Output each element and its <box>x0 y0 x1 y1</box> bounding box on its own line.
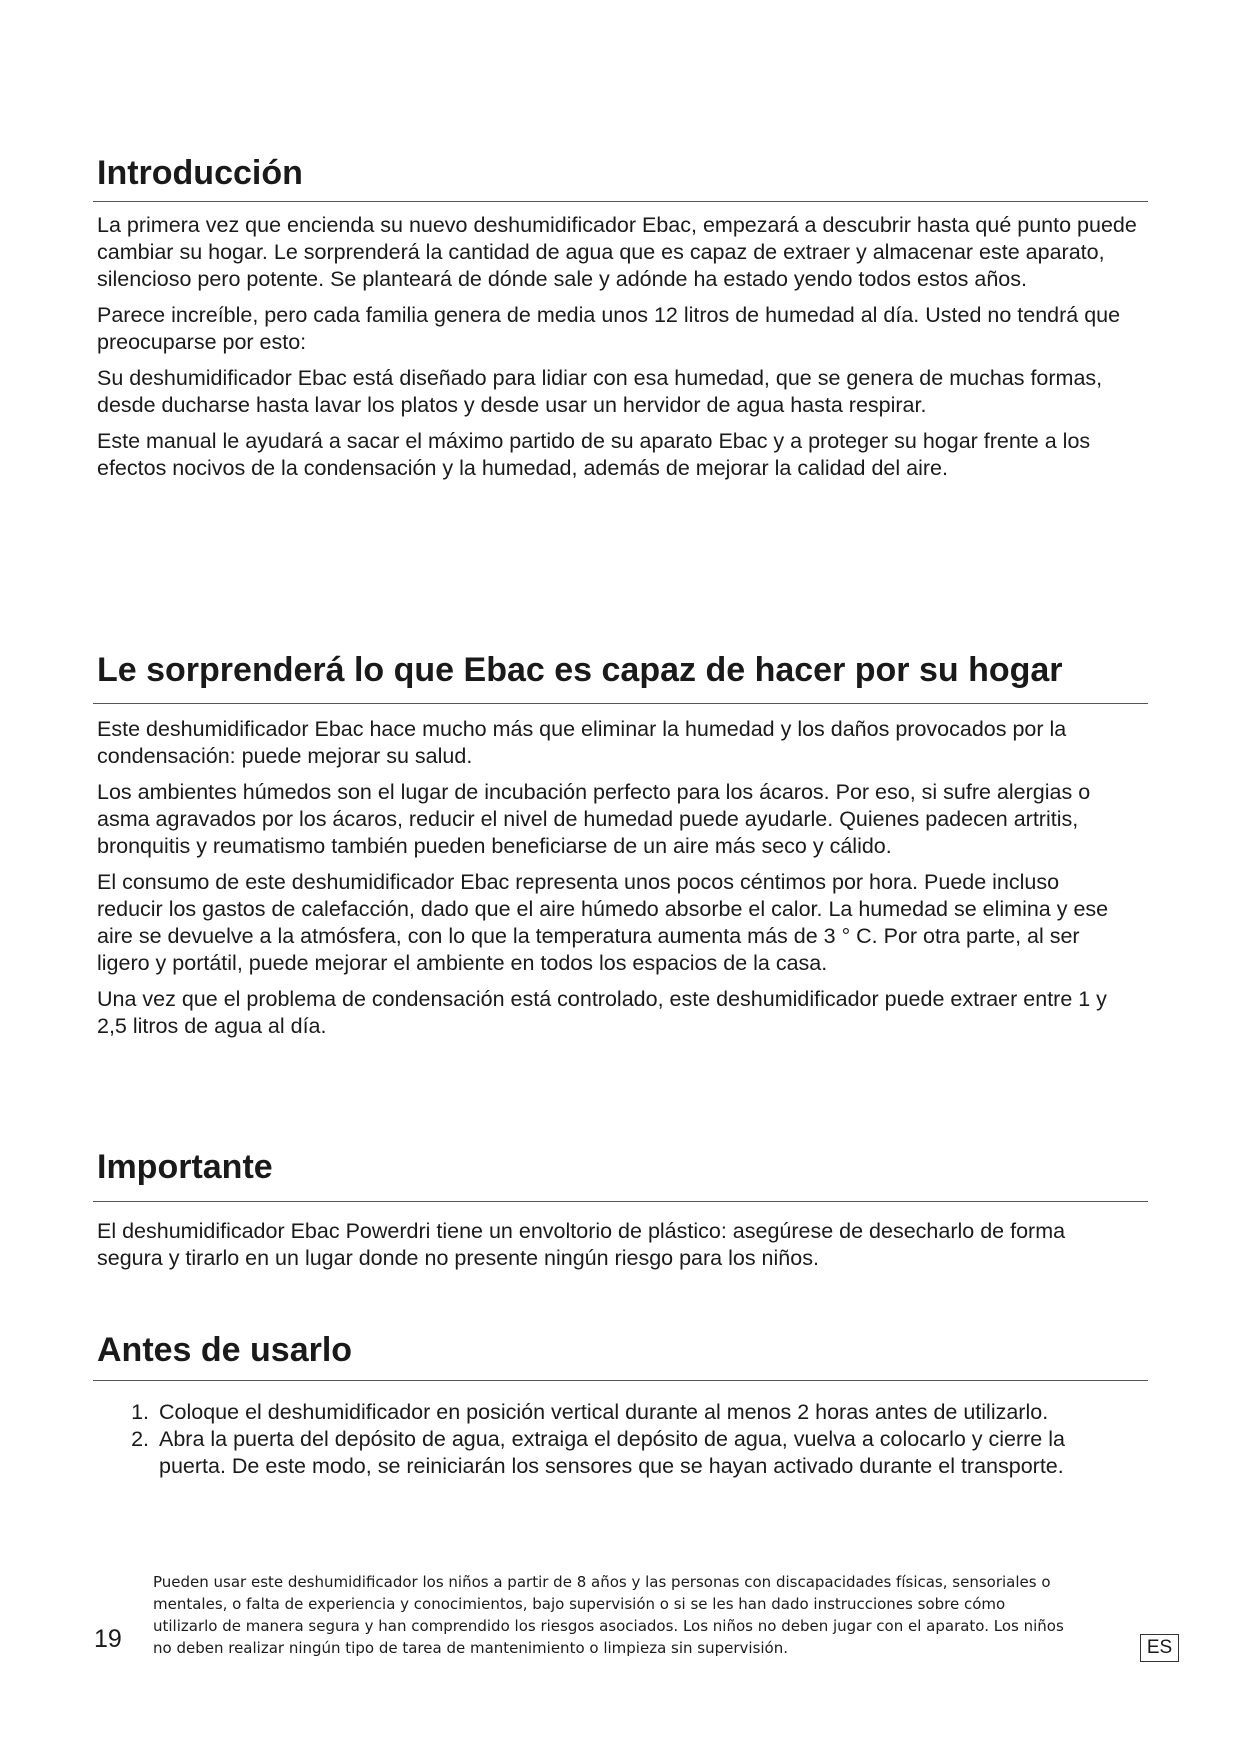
safety-footnote: Pueden usar este deshumidificador los niños a partir de 8 años y las personas con discapacidades físicas, sensoriales o mentales, o falta de experiencia y conocimientos, bajo supervisión o si se les han dado instrucciones sobre cómo utilizarlo de manera segura y han comprendido los riesgos asociados. Los niños no deben jugar con el aparato. Los niños no deben realizar ningún tipo de tarea de mantenimiento o limpieza sin supervisión. <box>153 1573 1064 1657</box>
before-use-section <box>93 1330 1148 1480</box>
surprise-paragraph-3: El consumo de este deshumidificador Ebac representa unos pocos céntimos por hora. Puede incluso reducir los gastos de calefacción, dado que el aire húmedo absorbe el calor. La humedad se elimina y ese aire se devuelve a la atmósfera, con lo que la temperatura aumenta más de 3 ° C. Por otra parte, al ser ligero y portátil, puede mejorar el ambiente en todos los espacios de la casa. <box>97 870 1109 975</box>
page-number: 19 <box>94 1625 122 1653</box>
intro-heading: Introducción <box>93 153 1148 202</box>
surprise-paragraph-4: Una vez que el problema de condensación está controlado, este deshumidificador puede extraer entre 1 y 2,5 litros de agua al día. <box>97 987 1107 1038</box>
intro-paragraph-1: La primera vez que encienda su nuevo deshumidificador Ebac, empezará a descubrir hasta qué punto puede cambiar su hogar. Le sorprenderá la cantidad de agua que es capaz de extraer y almacenar este aparato, silencioso pero potente. Se planteará de dónde sale y adónde ha estado yendo todos estos años. <box>97 213 1137 291</box>
important-section <box>93 1147 1148 1281</box>
before-use-heading: Antes de usarlo <box>93 1330 1148 1381</box>
surprise-section <box>93 650 1148 1049</box>
intro-section <box>93 153 1148 491</box>
language-badge: ES <box>1140 1634 1179 1662</box>
before-use-step-1: 1. Coloque el deshumidificador en posición vertical durante al menos 2 horas antes de utilizarlo. <box>155 1399 1105 1426</box>
surprise-paragraph-1: Este deshumidificador Ebac hace mucho más que eliminar la humedad y los daños provocados por la condensación: puede mejorar su salud. <box>97 717 1067 768</box>
intro-body <box>93 202 1148 482</box>
intro-paragraph-3: Su deshumidificador Ebac está diseñado para lidiar con esa humedad, que se genera de muchas formas, desde ducharse hasta lavar los platos y desde usar un hervidor de agua hasta respirar. <box>97 366 1103 417</box>
surprise-paragraph-2: Los ambientes húmedos son el lugar de incubación perfecto para los ácaros. Por eso, si sufre alergias o asma agravados por los ácaros, reducir el nivel de humedad puede ayudarle. Quienes padecen artritis, bronquitis y reumatismo también pueden beneficiarse de un aire más seco y cálido. <box>97 780 1091 858</box>
intro-paragraph-4: Este manual le ayudará a sacar el máximo partido de su aparato Ebac y a proteger su hogar frente a los efectos nocivos de la condensación y la humedad, además de mejorar la calidad del aire. <box>97 429 1091 480</box>
before-use-steps <box>93 1399 1105 1480</box>
important-heading: Importante <box>93 1147 1148 1202</box>
before-use-step-2: 2. Abra la puerta del depósito de agua, extraiga el depósito de agua, vuelva a colocarlo y cierre la puerta. De este modo, se reiniciarán los sensores que se hayan activado durante el transporte. <box>155 1426 1105 1480</box>
intro-paragraph-2: Parece increíble, pero cada familia genera de media unos 12 litros de humedad al día. Usted no tendrá que preocuparse por esto: <box>97 303 1121 354</box>
important-paragraph-1: El deshumidificador Ebac Powerdri tiene un envoltorio de plástico: asegúrese de desecharlo de forma segura y tirarlo en un lugar donde no presente ningún riesgo para los niños. <box>97 1219 1066 1270</box>
before-use-body <box>93 1381 1148 1480</box>
surprise-body <box>93 704 1148 1040</box>
surprise-heading: Le sorprenderá lo que Ebac es capaz de hacer por su hogar <box>93 650 1148 704</box>
important-body <box>93 1202 1148 1272</box>
